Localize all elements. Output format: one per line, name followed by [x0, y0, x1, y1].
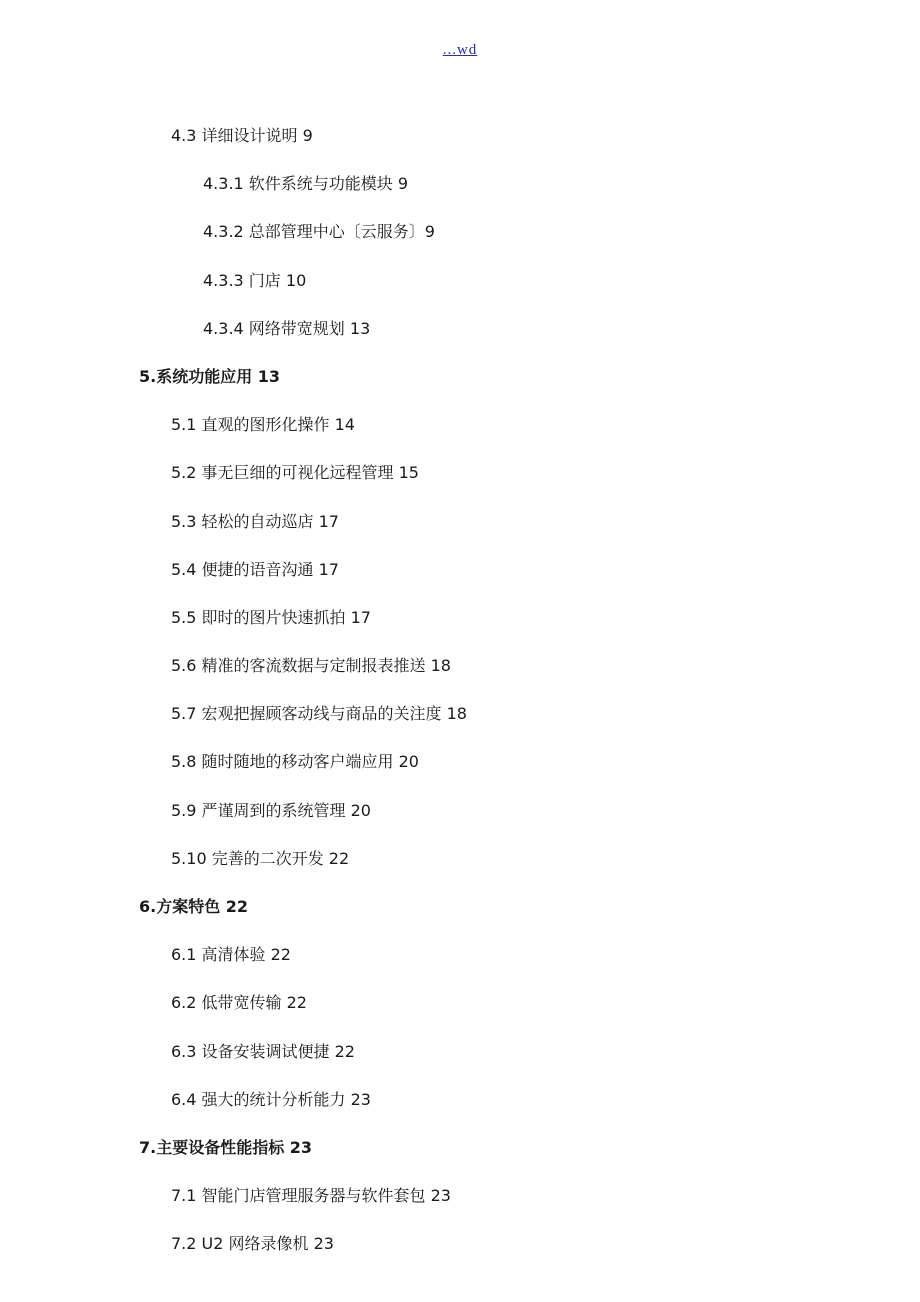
toc-chapter-7: 7.主要设备性能指标 23 [139, 1137, 313, 1157]
toc-entry-5-5: 5.5 即时的图片快速抓拍 17 [171, 607, 371, 627]
toc-entry-5-2: 5.2 事无巨细的可视化远程管理 15 [171, 463, 419, 483]
toc-entry-6-2: 6.2 低带宽传输 22 [171, 993, 307, 1013]
toc-entry-5-3: 5.3 轻松的自动巡店 17 [171, 511, 339, 531]
toc-entry-5-7: 5.7 宏观把握顾客动线与商品的关注度 18 [171, 704, 467, 724]
toc-entry-7-2: 7.2 U2 网络录像机 23 [171, 1234, 334, 1254]
toc-entry-4-3: 4.3 详细设计说明 9 [171, 126, 313, 145]
toc-chapter-5: 5.系统功能应用 13 [139, 366, 281, 386]
toc-entry-5-10: 5.10 完善的二次开发 22 [171, 848, 350, 868]
toc-entry-5-9: 5.9 严谨周到的系统管理 20 [171, 800, 371, 820]
page-header-mark: ...wd [442, 42, 478, 58]
toc-entry-6-4: 6.4 强大的统计分析能力 23 [171, 1089, 371, 1109]
toc-entry-6-3: 6.3 设备安装调试便捷 22 [171, 1041, 355, 1061]
table-of-contents [0, 112, 920, 1269]
toc-entry-4-3-3: 4.3.3 门店 10 [203, 270, 307, 290]
toc-entry-5-8: 5.8 随时随地的移动客户端应用 20 [171, 752, 419, 772]
toc-entry-5-6: 5.6 精准的客流数据与定制报表推送 18 [171, 656, 451, 676]
toc-entry-5-4: 5.4 便捷的语音沟通 17 [171, 559, 339, 579]
toc-entry-4-3-1: 4.3.1 软件系统与功能模块 9 [203, 174, 409, 194]
toc-entry-7-1: 7.1 智能门店管理服务器与软件套包 23 [171, 1186, 451, 1206]
toc-chapter-6: 6.方案特色 22 [139, 897, 249, 916]
toc-entry-4-3-2: 4.3.2 总部管理中心〔云服务〕9 [203, 222, 435, 242]
toc-entry-4-3-4: 4.3.4 网络带宽规划 13 [203, 318, 371, 338]
toc-entry-6-1: 6.1 高清体验 22 [171, 945, 291, 965]
toc-entry-5-1: 5.1 直观的图形化操作 14 [171, 415, 355, 435]
